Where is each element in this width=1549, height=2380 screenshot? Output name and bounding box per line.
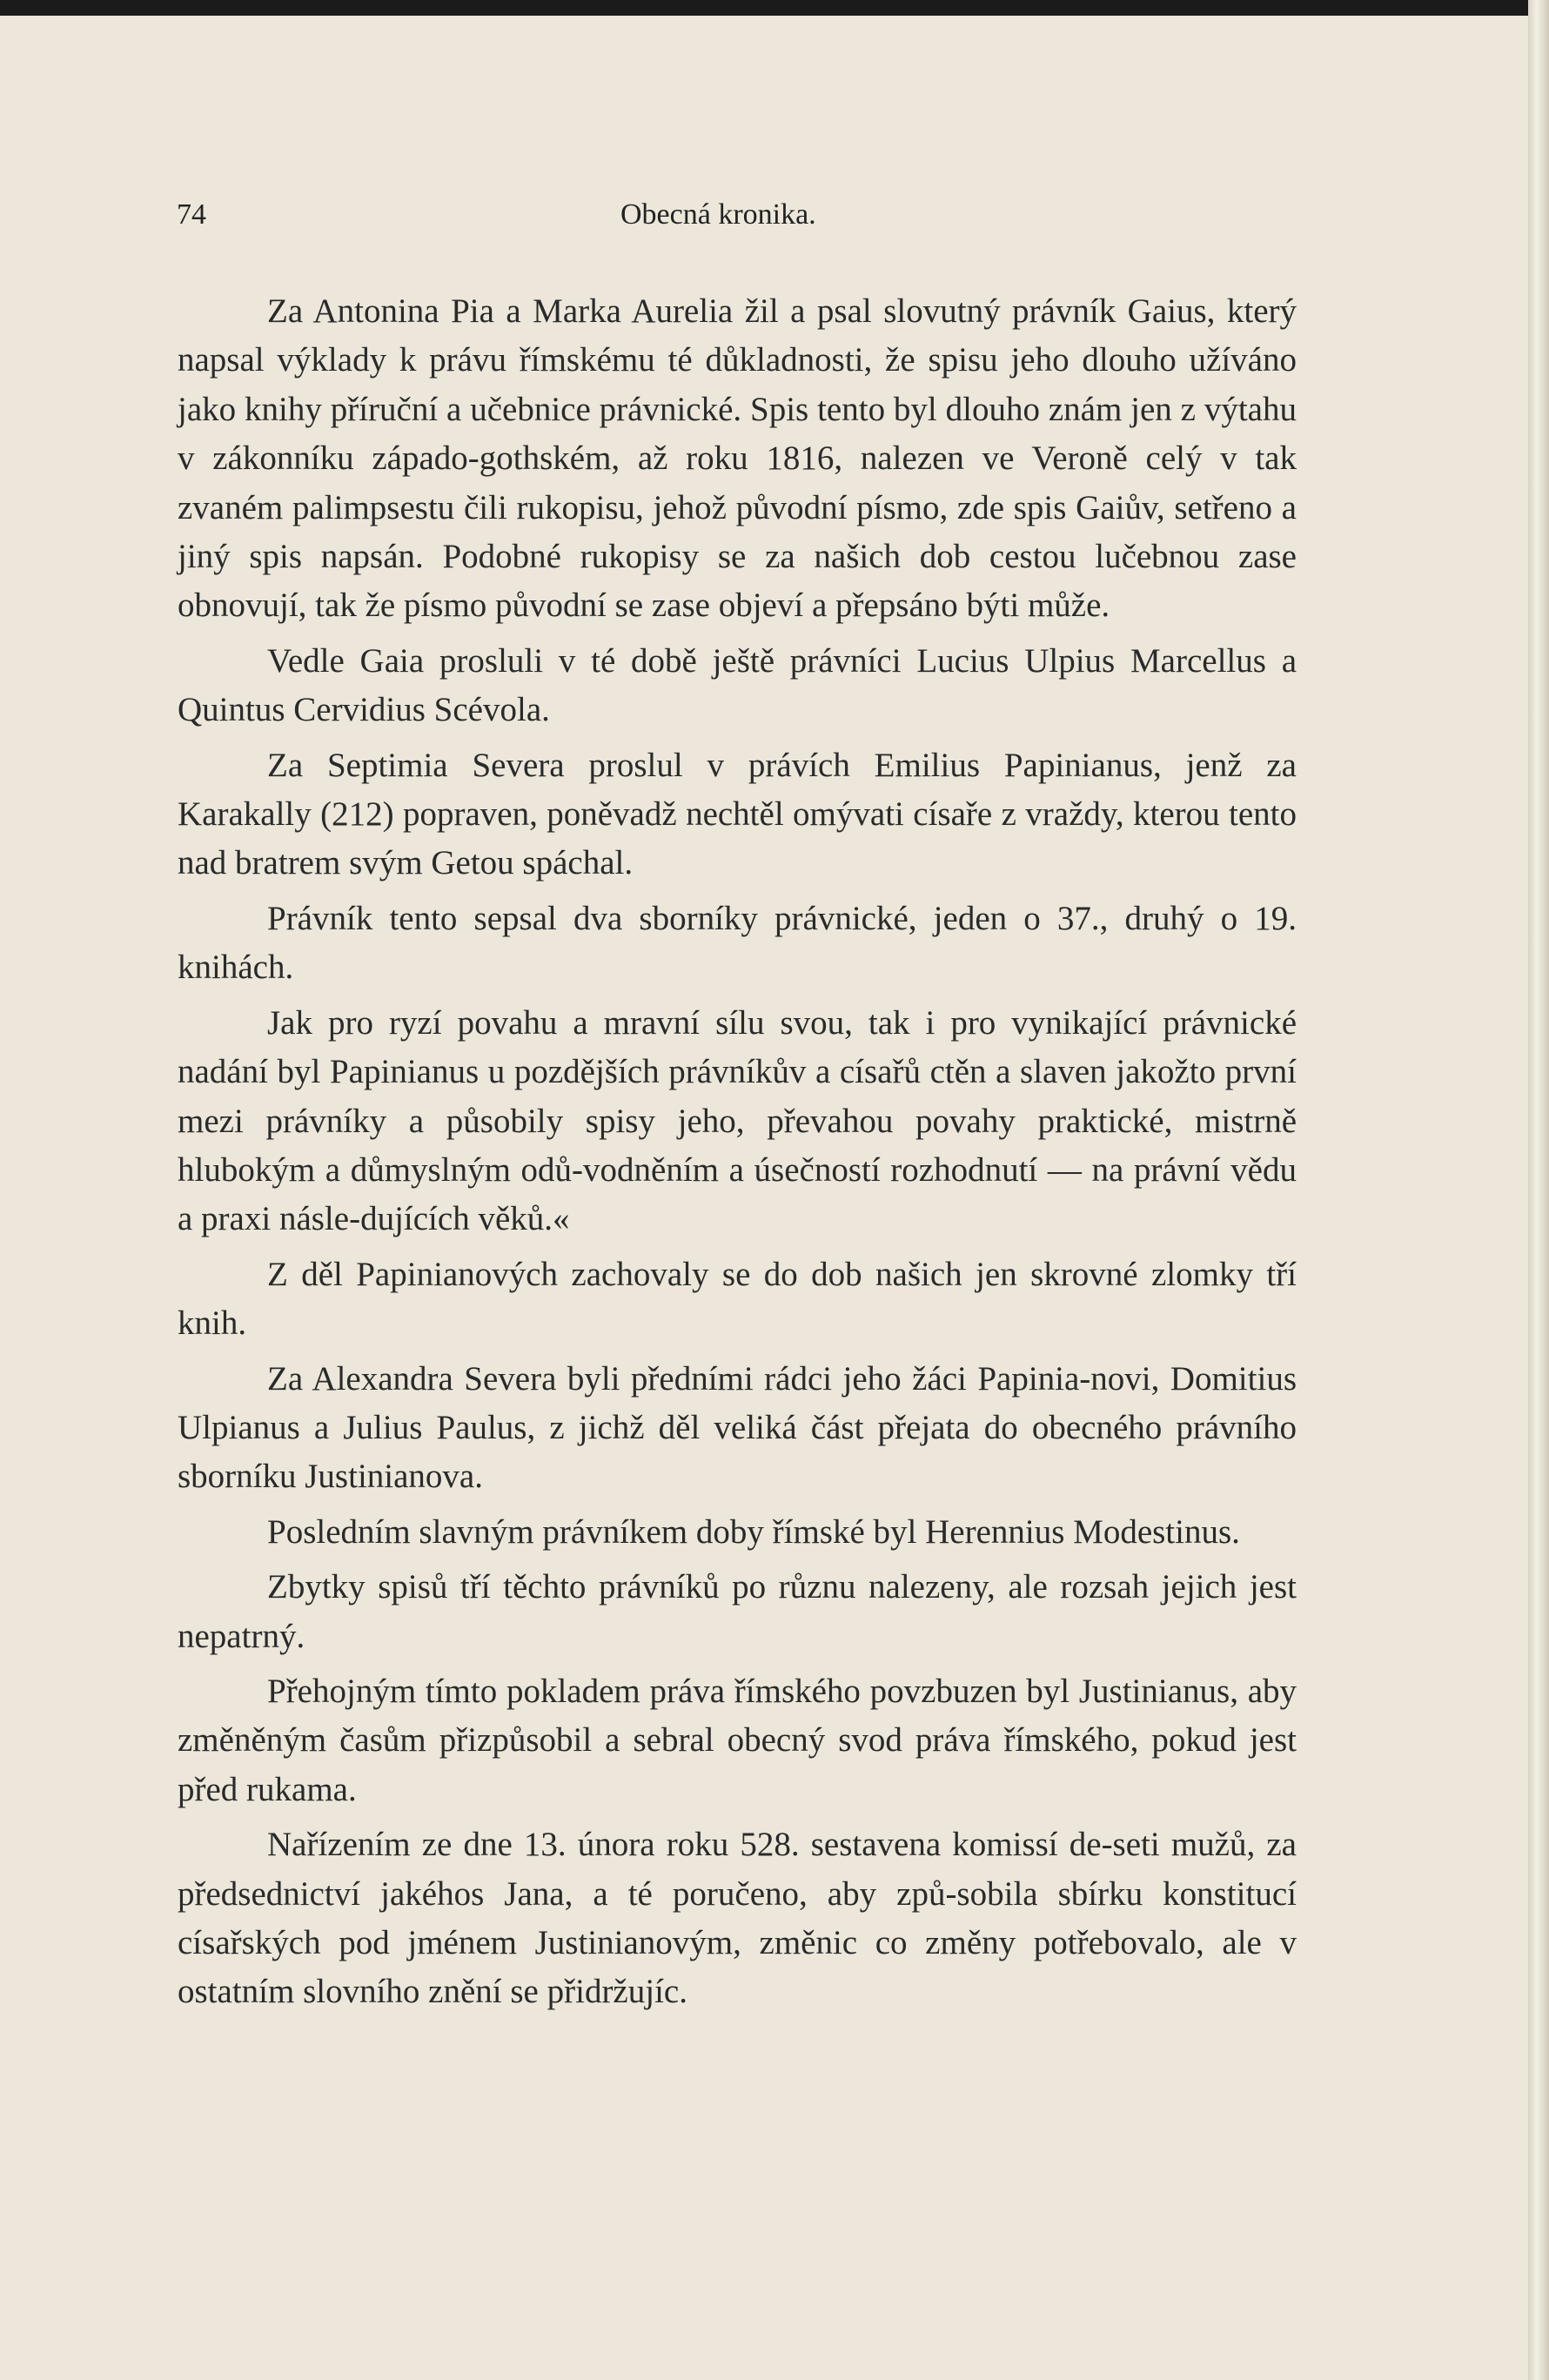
paragraph: Za Septimia Severa proslul v právích Emilius Papinianus, jenž za Karakally (212) popraven, poněvadž nechtěl omývati císaře z vraždy, kterou tento nad bratrem svým Getou spáchal. [178, 746, 1297, 882]
paragraph: Za Alexandra Severa byli předními rádci jeho žáci Papinia-novi, Domitius Ulpianus a Julius Paulus, z jichž děl veliká část přejata do obecného právního sborníku Justinianova. [178, 1359, 1297, 1496]
paragraph: Právník tento sepsal dva sborníky právnické, jeden o 37., druhý o 19. knihách. [178, 899, 1297, 987]
paragraph: Jak pro ryzí povahu a mravní sílu svou, tak i pro vynikající právnické nadání byl Papinianus u pozdějších právníkův a císařů ctěn a slaven jakožto první mezi právníky a působily spisy jeho, převahou povahy praktické, mistrně hlubokým a důmyslným odů-vodněním a úsečností rozhodnutí — na právní vědu a praxi násle-dujících věků.« [178, 1003, 1297, 1238]
paragraph: Nařízením ze dne 13. února roku 528. sestavena komissí de-seti mužů, za předsednictví jakéhos Jana, a té poručeno, aby způ-sobila sbírku konstitucí císařských pod jménem Justinianovým, změnic co změny potřebovalo, ale v ostatním slovního znění se přidržujíc. [178, 1826, 1297, 2011]
paragraph: Zbytky spisů tří těchto právníků po různu nalezeny, ale rozsah jejich jest nepatrný. [178, 1568, 1297, 1655]
page-number: 74 [177, 198, 206, 231]
paragraph: Přehojným tímto pokladem práva římského povzbuzen byl Justinianus, aby změněným časům přizpůsobil a sebral obecný svod práva římského, pokud jest před rukama. [178, 1672, 1297, 1808]
running-title: Obecná kronika. [620, 198, 816, 231]
book-page [0, 16, 1528, 2380]
paragraph: Posledním slavným právníkem doby římské byl Herennius Modestinus. [267, 1512, 1240, 1551]
paragraph: Z děl Papinianových zachovaly se do dob našich jen skrovné zlomky tří knih. [178, 1255, 1297, 1343]
paragraph: Vedle Gaia prosluli v té době ještě právníci Lucius Ulpius Marcellus a Quintus Cervidius Scévola. [178, 641, 1297, 729]
paragraph: Za Antonina Pia a Marka Aurelia žil a psal slovutný právník Gaius, který napsal výklady k právu římskému té důkladnosti, že spisu jeho dlouho užíváno jako knihy příruční a učebnice právnické. Spis tento byl dlouho znám jen z výtahu v zákonníku západo-gothském, až roku 1816, nalezen ve Veroně celý v tak zvaném palimpsestu čili rukopisu, jehož původní písmo, zde spis Gaiův, setřeno a jiný spis napsán. Podobné rukopisy se za našich dob cestou lučebnou zase obnovují, tak že písmo původní se zase objeví a přepsáno býti může. [178, 292, 1297, 625]
page-header [177, 198, 1299, 251]
body-text [178, 287, 1297, 2023]
page-edge-shadow [1528, 0, 1549, 2380]
